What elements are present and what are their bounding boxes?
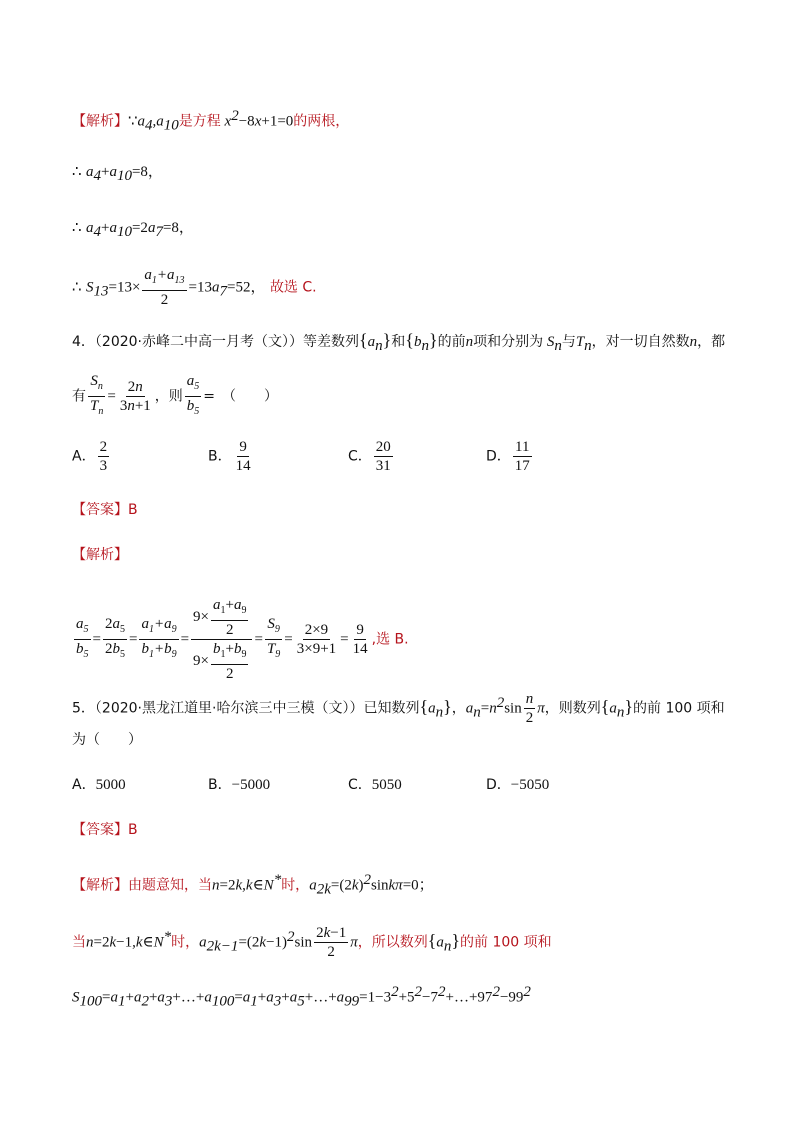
q4-analysis-tag: 【解析】 [72, 547, 128, 563]
q5-analysis-line-3: $S_{100}=a_1+a_2+a_3+\dots+a_{100}=a_1+a_3+a_5+\dots+a_{99}=1-3^2+5^2-7^2+\dots+97^2-99^2$ [72, 984, 531, 1010]
fraction: $\frac{a_1+a_{13}}{2}$ [144, 267, 185, 308]
q5-stem-line-1: 5．（2020·黑龙江道里·哈尔滨三中三模（文））已知数列$\{a_n\}$，$a_n=n^2\sin$ $\frac{n}{2}$ π，则数列$\{a_n\}$的前 100 项和 [72, 691, 725, 726]
q4-stem-line-1: 4．（2020·赤峰二中高一月考（文））等差数列$\{a_n\}$和$\{b_n\}$的前n项和分别为 $S_n$与$T_n$，对一切自然数n，都 [72, 330, 726, 354]
q5-analysis-line-2: 当n=2k−1,k∈N*时，$a_{2k-1}=(2k-1)^2\sin$ $\frac{2k-1}{2}$ π，所以数列$\{a_n\}$的前 100 项和 [72, 925, 552, 960]
q4-option-a[interactable]: A． $\frac{2}{3}$ [72, 439, 108, 474]
analysis-tag: 【解析】 [72, 113, 128, 130]
q5-option-c[interactable]: C．5050 [348, 777, 402, 793]
q4-option-c[interactable]: C． $\frac{20}{31}$ [348, 439, 391, 474]
q5-answer: 【答案】B [72, 822, 138, 838]
q4-stem-line-2: 有 $\frac{S_n}{T_n}$ = $\frac{2n}{3n+1}$ ，则 $\frac{a_5}{b_5}$ = （ ） [72, 373, 279, 417]
q4-analysis-equation: $\frac{a_5}{b_5}$ = $\frac{2a_5}{2b_5}$ = $\frac{a_1+a_9}{b_1+b_9}$ = 9× $\frac{a_1+a_9}{2}$ 9× $\frac{b_1+b_9}{2}$ = $\frac{S_9}{T_9}$ = $\frac{2\times 9}{3\times 9+1}$ = $\frac{9}{14}$ ,选 B. [76, 597, 409, 682]
q5-option-b[interactable]: B．−5000 [208, 777, 271, 793]
q4-answer: 【答案】B [72, 502, 138, 518]
q5-option-a[interactable]: A．5000 [72, 777, 126, 793]
q3-analysis-line-1: 【解析】$\because a_4,a_{10}$是方程 $x^2-8x+1=0$的两根， [72, 108, 350, 134]
q3-analysis-line-4: ∴ $S_{13}=13\times$ $\frac{a_1+a_{13}}{2}$ $=13a_7=52$， 故选 C. [72, 267, 317, 308]
q5-analysis-line-1: 【解析】由题意知，当n=2k,k∈N*时，$a_{2k}=(2k)^2\sin k\pi=0$； [72, 872, 434, 898]
q5-stem-line-2: 为（ ） [72, 732, 142, 748]
q4-option-b[interactable]: B． $\frac{9}{14}$ [208, 439, 251, 474]
q3-analysis-line-2: ∴ $a_4+a_{10}=8$， [72, 164, 163, 184]
q3-analysis-line-3: ∴ $a_4+a_{10}=2a_7=8$， [72, 220, 194, 240]
q4-option-d[interactable]: D． $\frac{11}{17}$ [486, 439, 530, 474]
q5-option-d[interactable]: D．−5050 [486, 777, 550, 793]
